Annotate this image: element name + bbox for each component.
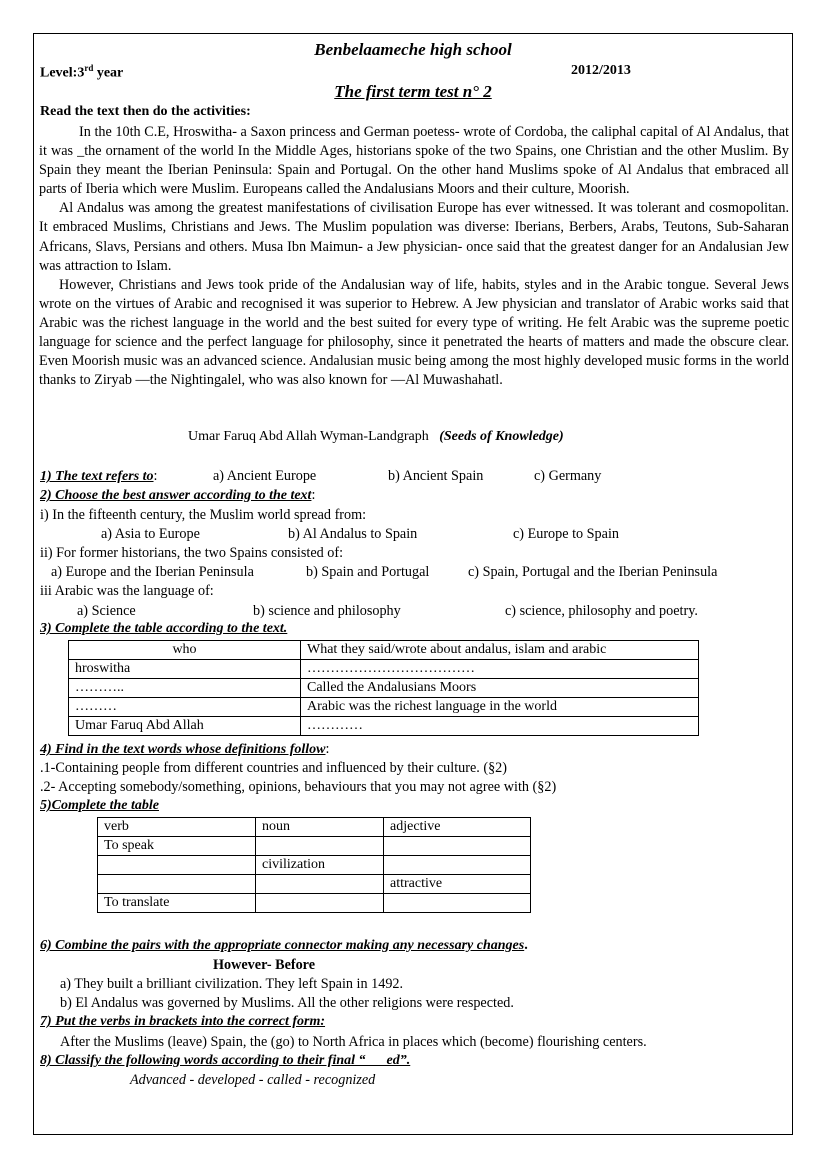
q1-option-b: b) Ancient Spain <box>388 468 484 484</box>
table-cell <box>256 894 384 913</box>
table-cell: hroswitha <box>69 660 301 679</box>
table-cell <box>384 856 531 875</box>
passage-paragraph-2: Al Andalus was among the greatest manifestations of civilisation Europe has ever witnessed. It was tolerant and cosmopolitan. It embraced Muslims, Christians and Jews. The Muslim population was diverse: Iberians, Berbers, Arabs, Teutons, Sub-Saharan Africans, Slavs, Persians and others. Musa Ibn Maimun- a Jew physician- once said that the greatest danger for an Andalusian Jew was attraction to Islam. <box>39 200 789 274</box>
table-row <box>98 837 531 856</box>
table-row <box>69 698 699 717</box>
passage-source <box>188 429 564 445</box>
test-title: The first term test n° 2 <box>334 82 492 101</box>
passage-paragraph-1: In the 10th C.E, Hroswitha- a Saxon princess and German poetess- wrote of Cordoba, the caliphal capital of Al Andalus, that it was _the ornament of the world In the Middle Ages, historians spoke of the two Spains, one Christian and the other Muslim. By Spain they meant the Iberian Peninsula: Spain and Portugal. On the other hand Muslims spoke of Al Andalus that embraced all parts of Iberia which were Muslim. Europeans called the Andalusians Moors and their culture, Moorish. <box>39 124 789 198</box>
table-cell <box>98 875 256 894</box>
table-cell: To translate <box>98 894 256 913</box>
table-header: verb <box>98 818 256 837</box>
q6-pair-a: a) They built a brilliant civilization. They left Spain in 1492. <box>60 976 404 992</box>
question-2: 2) Choose the best answer according to the text: <box>40 487 316 503</box>
question-2-title: 2) Choose the best answer according to the text <box>40 488 312 503</box>
table-cell: ……… <box>69 698 301 717</box>
table-cell: ……….. <box>69 679 301 698</box>
table-cell: Arabic was the richest language in the world <box>301 698 699 717</box>
reading-passage <box>39 123 789 390</box>
school-year: 2012/2013 <box>571 63 631 78</box>
table-cell <box>256 875 384 894</box>
q2-ii-option-c: c) Spain, Portugal and the Iberian Peninsula <box>468 564 718 580</box>
table-cell: ……………………………… <box>301 660 699 679</box>
reading-instruction: Read the text then do the activities: <box>40 104 251 119</box>
table-header-row <box>98 818 531 837</box>
q2-i-option-a: a) Asia to Europe <box>101 526 200 542</box>
school-name: Benbelaameche high school <box>314 40 512 59</box>
table-row <box>98 875 531 894</box>
q2-ii-option-b: b) Spain and Portugal <box>306 564 430 580</box>
passage-paragraph-3: However, Christians and Jews took pride of the Andalusian way of life, habits, styles and in the Arabic tongue. Several Jews wrote on the virtues of Arabic and recognised it was superior to Hebrew. A Jew physician and translator of Arabic works said that Arabic was the richest language in the world and the best suited for every type of writing. He felt Arabic was the supreme poetic language for science and the perfect language for philosophy, since it penetrated the hearts of matters and made the obscure clear. Even Moorish music was an advanced science. Andalusian music being among the most highly developed music forms in the world thanks to Ziryab —the Nightingalel, who was also known for —Al Muwashahatl. <box>39 276 789 389</box>
q2-i-stem: i) In the fifteenth century, the Muslim world spread from: <box>40 507 367 523</box>
q1-option-c: c) Germany <box>534 468 602 484</box>
level-label: Level:3rd year <box>40 63 124 81</box>
table-cell <box>256 837 384 856</box>
q6-pair-b: b) El Andalus was governed by Muslims. All the other religions were respected. <box>60 995 514 1011</box>
table-header: who <box>69 641 301 660</box>
table-cell: To speak <box>98 837 256 856</box>
q1-option-a: a) Ancient Europe <box>213 468 317 484</box>
q5-table <box>97 817 531 913</box>
question-1-title: 1) The text refers to <box>40 469 154 484</box>
q2-iii-option-c: c) science, philosophy and poetry. <box>505 603 698 619</box>
question-8-title: 8) Classify the following words according to their final “ ed”. <box>40 1053 411 1068</box>
question-7-title: 7) Put the verbs in brackets into the correct form: <box>40 1014 326 1029</box>
table-row <box>69 660 699 679</box>
table-cell <box>384 837 531 856</box>
table-cell: ………… <box>301 717 699 736</box>
question-3-title: 3) Complete the table according to the text. <box>40 621 288 636</box>
table-cell: Umar Faruq Abd Allah <box>69 717 301 736</box>
question-4: 4) Find in the text words whose definitions follow: <box>40 741 330 757</box>
table-row <box>69 679 699 698</box>
q4-definition-2: .2- Accepting somebody/something, opinions, behaviours that you may not agree with (§2) <box>40 779 557 795</box>
q8-words: Advanced - developed - called - recognized <box>130 1072 376 1088</box>
question-6-title: 6) Combine the pairs with the appropriate connector making any necessary changes <box>40 938 525 953</box>
q7-sentence: After the Muslims (leave) Spain, the (go) to North Africa in places which (become) flourishing centers. <box>60 1034 647 1050</box>
question-5-title: 5)Complete the table <box>40 798 159 813</box>
table-header-row <box>69 641 699 660</box>
q2-iii-option-b: b) science and philosophy <box>253 603 401 619</box>
table-row <box>69 717 699 736</box>
q2-i-option-c: c) Europe to Spain <box>513 526 619 542</box>
table-row <box>98 856 531 875</box>
q2-i-option-b: b) Al Andalus to Spain <box>288 526 418 542</box>
table-row <box>98 894 531 913</box>
q4-definition-1: .1-Containing people from different countries and influenced by their culture. (§2) <box>40 760 507 776</box>
question-1: 1) The text refers to: <box>40 468 158 484</box>
table-header: noun <box>256 818 384 837</box>
table-cell <box>384 894 531 913</box>
q2-iii-stem: iii Arabic was the language of: <box>40 583 214 599</box>
table-cell: attractive <box>384 875 531 894</box>
question-6: 6) Combine the pairs with the appropriate connector making any necessary changes. <box>40 937 528 953</box>
table-cell: civilization <box>256 856 384 875</box>
q2-ii-stem: ii) For former historians, the two Spains consisted of: <box>40 545 344 561</box>
author-name: Umar Faruq Abd Allah Wyman-Landgraph <box>188 429 429 444</box>
q2-iii-option-a: a) Science <box>77 603 136 619</box>
table-cell: Called the Andalusians Moors <box>301 679 699 698</box>
question-4-title: 4) Find in the text words whose definitions follow <box>40 742 326 757</box>
q6-connectors: However- Before <box>213 957 316 973</box>
table-cell <box>98 856 256 875</box>
table-header: adjective <box>384 818 531 837</box>
q2-ii-option-a: a) Europe and the Iberian Peninsula <box>51 564 254 580</box>
table-header: What they said/wrote about andalus, islam and arabic <box>301 641 699 660</box>
q3-table <box>68 640 699 736</box>
source-title: (Seeds of Knowledge) <box>439 429 564 444</box>
